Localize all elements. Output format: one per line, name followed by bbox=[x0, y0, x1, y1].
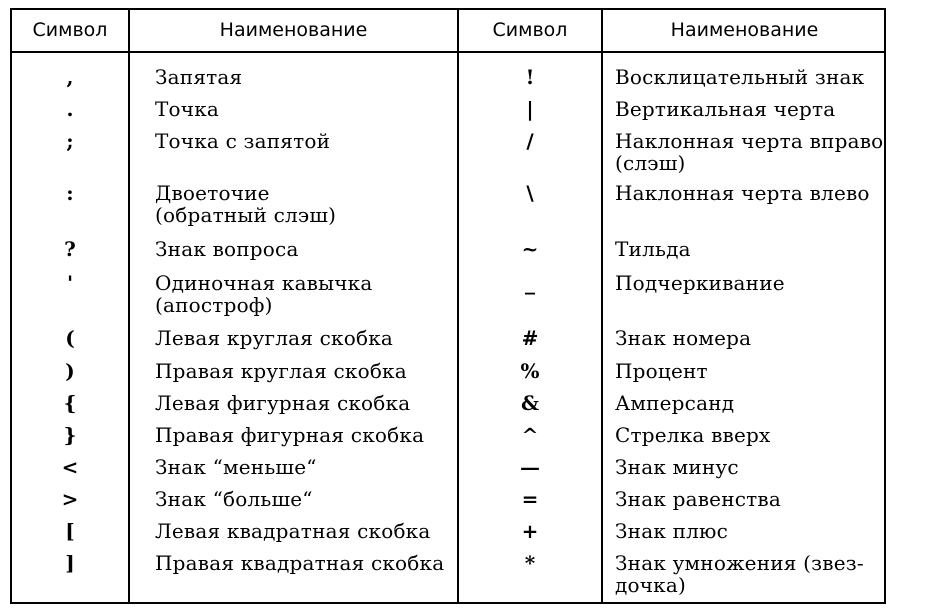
symbol-cell: ( bbox=[65, 326, 75, 350]
name-cell: Двоеточие (обратный слэш) bbox=[155, 181, 337, 227]
symbol-cell: { bbox=[63, 391, 77, 415]
name-cell: Тильда bbox=[615, 237, 691, 261]
symbols-table bbox=[10, 8, 886, 604]
symbol-cell: > bbox=[61, 487, 79, 511]
symbol-cell: ? bbox=[64, 237, 76, 261]
name-cell: Левая квадратная скобка bbox=[155, 519, 431, 543]
symbol-cell: < bbox=[61, 455, 79, 479]
symbol-cell: * bbox=[524, 551, 536, 575]
name-cell: Знак умножения (звез- дочка) bbox=[615, 551, 864, 597]
name-cell: Знак “меньше“ bbox=[155, 455, 317, 479]
name-cell: Точка с запятой bbox=[155, 129, 331, 153]
symbol-cell: \ bbox=[526, 181, 534, 205]
symbol-cell: _ bbox=[525, 271, 535, 295]
name-cell: Знак номера bbox=[615, 326, 752, 350]
symbol-cell: = bbox=[521, 487, 539, 511]
header-name-1: Наименование bbox=[219, 19, 368, 41]
symbol-cell: ) bbox=[65, 359, 75, 383]
name-cell: Знак плюс bbox=[615, 519, 729, 543]
symbol-cell: , bbox=[66, 65, 74, 89]
symbol-cell: ! bbox=[525, 65, 535, 89]
symbol-cell: ' bbox=[66, 271, 74, 295]
name-cell: Левая фигурная скобка bbox=[155, 391, 411, 415]
name-cell: Знак минус bbox=[615, 455, 739, 479]
symbol-cell: ; bbox=[66, 129, 74, 153]
symbol-cell: ^ bbox=[521, 423, 539, 447]
symbol-cell: [ bbox=[65, 519, 75, 543]
symbol-cell: — bbox=[520, 455, 540, 479]
name-cell: Правая круглая скобка bbox=[155, 359, 407, 383]
symbol-cell: + bbox=[521, 519, 539, 543]
name-cell: Процент bbox=[615, 359, 708, 383]
name-cell: Восклицательный знак bbox=[615, 65, 865, 89]
symbol-cell: ~ bbox=[521, 237, 539, 261]
name-cell: Одиночная кавычка (апостроф) bbox=[155, 271, 373, 317]
name-cell: Наклонная черта вправо (слэш) bbox=[615, 129, 884, 175]
symbol-cell: : bbox=[66, 181, 74, 205]
name-cell: Знак вопроса bbox=[155, 237, 299, 261]
column-divider bbox=[601, 10, 603, 602]
header-name-2: Наименование bbox=[670, 19, 819, 41]
symbol-cell: / bbox=[526, 129, 534, 153]
name-cell: Вертикальная черта bbox=[615, 97, 836, 121]
name-cell: Точка bbox=[155, 97, 220, 121]
name-cell: Наклонная черта влево bbox=[615, 181, 870, 205]
header-symbol-1: Символ bbox=[32, 19, 108, 41]
name-cell: Стрелка вверх bbox=[615, 423, 771, 447]
symbol-cell: | bbox=[526, 97, 534, 121]
name-cell: Правая фигурная скобка bbox=[155, 423, 425, 447]
name-cell: Подчеркивание bbox=[615, 271, 785, 295]
symbol-cell: } bbox=[63, 423, 77, 447]
name-cell: Знак “больше“ bbox=[155, 487, 313, 511]
symbol-cell: # bbox=[521, 326, 539, 350]
name-cell: Запятая bbox=[155, 65, 243, 89]
symbol-cell: % bbox=[520, 359, 540, 383]
name-cell: Знак равенства bbox=[615, 487, 781, 511]
name-cell: Правая квадратная скобка bbox=[155, 551, 445, 575]
name-cell: Левая круглая скобка bbox=[155, 326, 394, 350]
name-cell: Амперсанд bbox=[615, 391, 735, 415]
symbol-cell: & bbox=[520, 391, 540, 415]
symbol-cell: . bbox=[66, 97, 74, 121]
table-header bbox=[12, 10, 884, 53]
symbol-cell: ] bbox=[65, 551, 75, 575]
column-divider bbox=[128, 10, 130, 602]
header-symbol-2: Символ bbox=[492, 19, 568, 41]
